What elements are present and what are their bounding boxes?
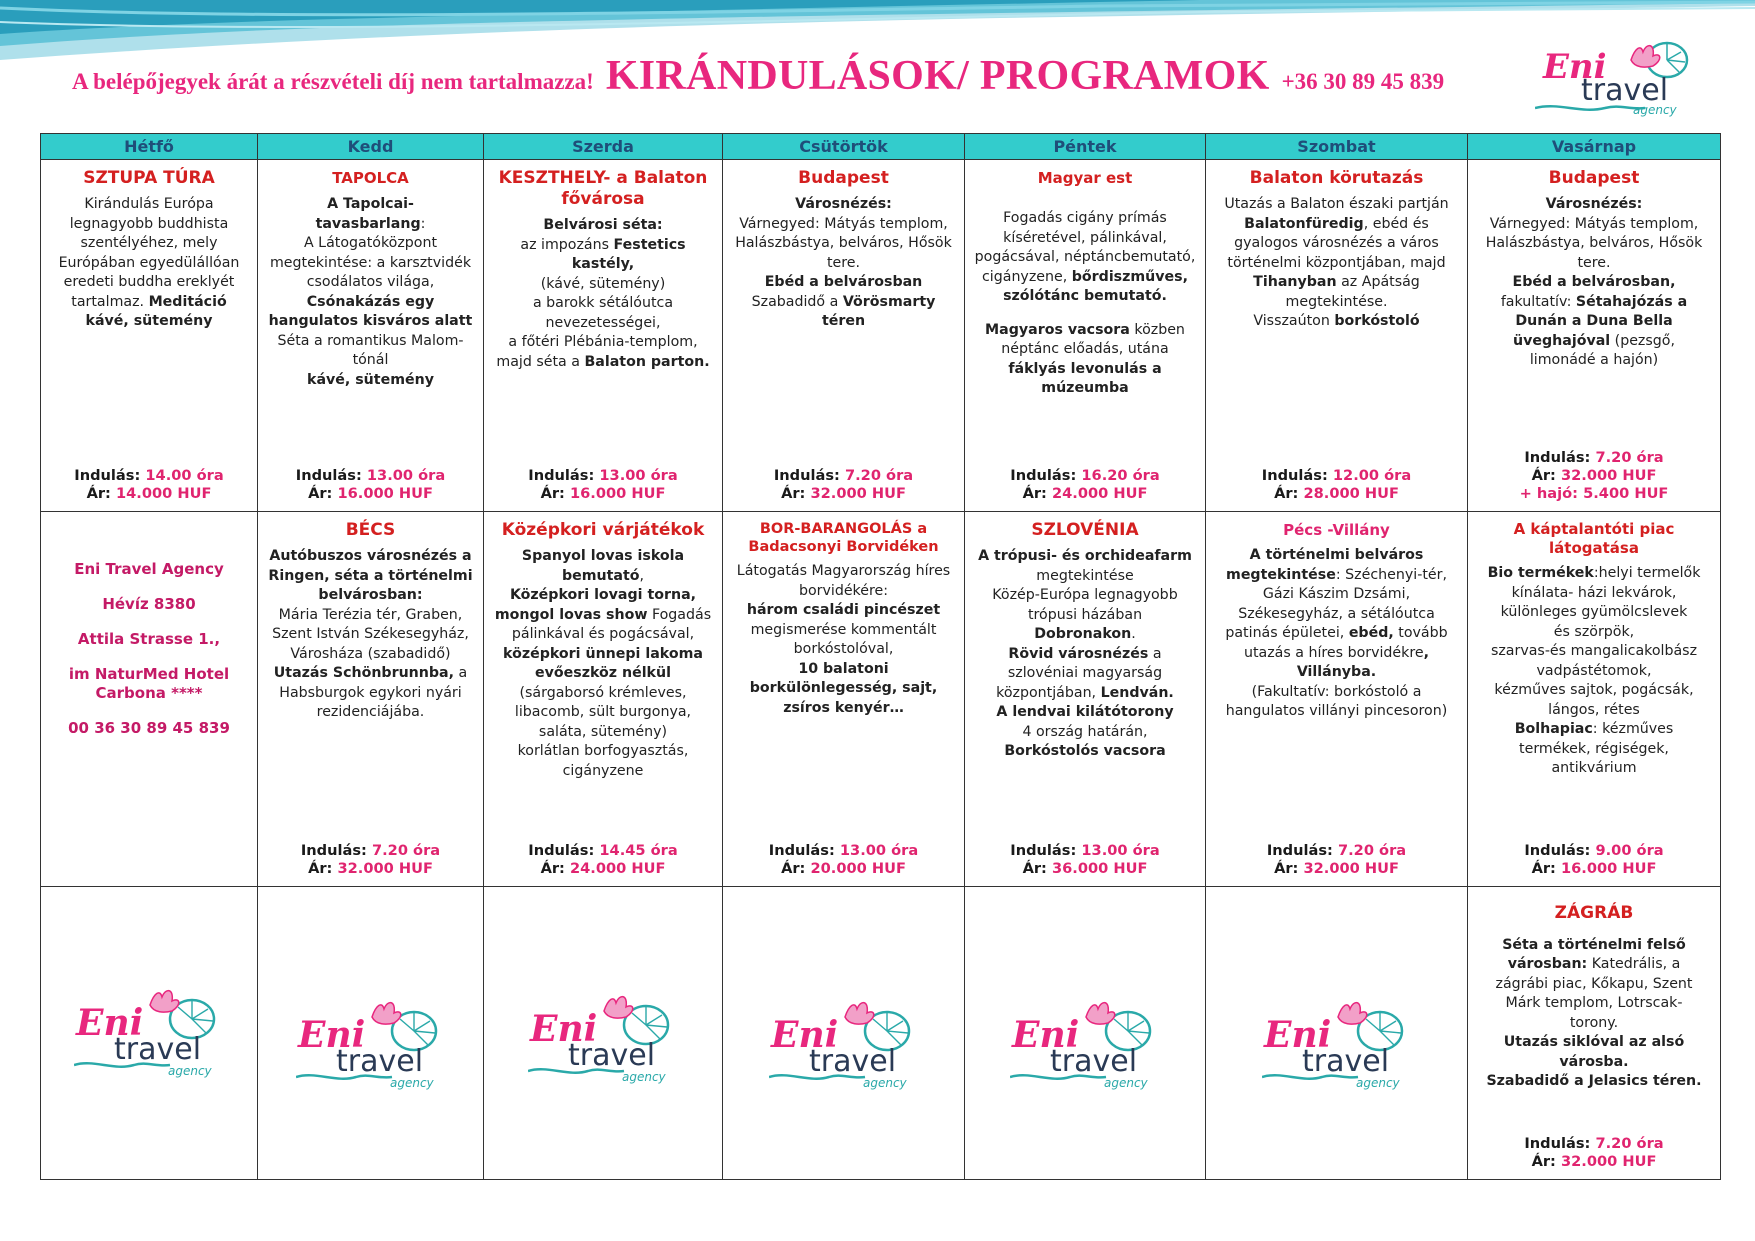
svg-text:travel: travel [1581,73,1669,108]
program-title: TAPOLCA [332,169,409,187]
header-phone: +36 30 89 45 839 [1281,69,1445,94]
logo-cell-tuesday [258,886,484,1179]
program-cell-sunday-2: A káptalantóti piac látogatása Bio termékek:helyi termelők kínálata- házi lekvárok, különleges gyümölcslevek és szörpök, szarvas-és mangalicakolbász vadpástétomok, kézműves sajtok, pogácsák, lángos, rétes Bolhapiac: kézműves termékek, régiségek, antikvárium Indulás: 9.00 óra Ár: 16.000 HUF [1468,512,1721,886]
logo-cell-friday [965,886,1206,1179]
departure-info: Indulás: 7.20 óra Ár: 32.000 HUF [300,841,441,877]
program-cell-friday-2: SZLOVÉNIA A trópusi- és orchideafarm megtekintése Közép-Európa legnagyobb trópusi házában Dobronakon. Rövid városnézés a szlovéniai magyarság központjában, Lendván. A lendvai kilátótorony 4 ország határán, Borkóstolós vacsora Indulás: 13.00 óra Ár: 36.000 HUF [965,512,1206,886]
departure-info: Indulás: 7.20 óra Ár: 32.000 HUF [773,467,914,503]
departure-info: Indulás: 7.20 óra Ár: 32.000 HUF [1266,841,1407,877]
program-title: Pécs -Villány [1283,521,1390,540]
program-cell-saturday-2: Pécs -Villány A történelmi belváros megtekintése: Széchenyi-tér, Gázi Kászim Dzsámi, Székesegyház, a sétálóutca patinás épületei, ebéd, tovább utazás a híres borvidékre, Villányba. (Fakultatív: borkóstoló a hangulatos villányi pincesoron) Indulás: 7.20 óra Ár: 32.000 HUF [1206,512,1468,886]
day-header-row [41,134,1721,160]
eni-travel-logo-icon [296,997,446,1093]
eni-travel-logo-icon [74,985,224,1081]
program-title: SZTUPA TÚRA [83,168,215,188]
departure-info: Indulás: 13.00 óra Ár: 36.000 HUF [1010,841,1160,877]
program-cell-thursday-1: Budapest Városnézés: Várnegyed: Mátyás templom, Halászbástya, belváros, Hősök tere. Ebéd a belvárosban Szabadidő a Vörösmarty téren Indulás: 7.20 óra Ár: 32.000 HUF [723,160,965,512]
program-cell-saturday-1: Balaton körutazás Utazás a Balaton északi partján Balatonfüredig, ebéd és gyalogos városnézés a város történelmi központjában, majd Tihanyban az Apátság megtekintése. Visszaúton borkóstoló Indulás: 12.00 óra Ár: 28.000 HUF [1206,160,1468,512]
program-cell-tuesday-2: BÉCS Autóbuszos városnézés a Ringen, séta a történelmi belvárosban: Mária Terézia tér, Graben, Szent István Székesegyház, Városháza (szabadidő) Utazás Schönbrunnba, a Habsburgok egykori nyári rezidenciájába. Indulás: 7.20 óra Ár: 32.000 HUF [258,512,484,886]
svg-text:Eni: Eni [1543,47,1607,87]
day-header-tuesday: Kedd [258,134,484,160]
program-title: BOR-BARANGOLÁS a Badacsonyi Borvidéken [748,521,939,556]
departure-info: Indulás: 7.20 óra Ár: 32.000 HUF + hajó: 5.400 HUF [1519,449,1669,503]
program-cell-sunday-3: ZÁGRÁB Séta a történelmi felső városban: Katedrális, a zágrábi piac, Kőkapu, Szent Márk templom, Lotrscak- torony. Utazás siklóval az alsó városba. Szabadidő a Jelasics téren. Indulás: 7.20 óra Ár: 32.000 HUF [1468,886,1721,1179]
departure-info: Indulás: 16.20 óra Ár: 24.000 HUF [1010,467,1160,503]
logo-cell-monday [41,886,258,1179]
program-cell-wednesday-2: Középkori várjátékok Spanyol lovas iskola bemutató, Középkori lovagi torna, mongol lovas show Fogadás pálinkával és pogácsával, középkori ünnepi lakoma evőeszköz nélkül (sárgaborsó krémleves, libacomb, sült burgonya, saláta, sütemény) korlátlan borfogyasztás, cigányzene Indulás: 14.45 óra Ár: 24.000 HUF [484,512,723,886]
logo-cell-saturday [1206,886,1468,1179]
day-header-monday: Hétfő [41,134,258,160]
program-title: Balaton körutazás [1249,168,1424,188]
program-title: Középkori várjátékok [501,520,705,541]
header-notice: A belépőjegyek árát a részvételi díj nem tartalmazza! [72,69,594,94]
day-header-thursday: Csütörtök [723,134,965,160]
logo-cell-thursday [723,886,965,1179]
day-header-saturday: Szombat [1206,134,1468,160]
page-title: KIRÁNDULÁSOK/ PROGRAMOK [605,53,1270,99]
departure-info: Indulás: 9.00 óra Ár: 16.000 HUF [1524,841,1664,877]
departure-info: Indulás: 12.00 óra Ár: 28.000 HUF [1261,467,1412,503]
eni-travel-logo-icon [769,997,919,1093]
program-cell-wednesday-1: KESZTHELY- a Balaton fővárosa Belvárosi séta: az impozáns Festetics kastély, (kávé, sütemény) a barokk sétálóutca nevezetességei, a főtéri Plébánia-templom, majd séta a Balaton parton. Indulás: 13.00 óra Ár: 16.000 HUF [484,160,723,512]
program-cell-thursday-2: BOR-BARANGOLÁS a Badacsonyi Borvidéken Látogatás Magyarország híres borvidékére: három családi pincészet megismerése kommentált borkóstolóval, 10 balatoni borkülönlegesség, sajt, zsíros kenyér… Indulás: 13.00 óra Ár: 20.000 HUF [723,512,965,886]
company-hotel: im NaturMed Hotel Carbona **** [68,665,230,703]
departure-info: Indulás: 14.45 óra Ár: 24.000 HUF [528,841,678,877]
contact-cell [41,512,258,886]
program-schedule-table [40,133,1721,1180]
departure-info: Indulás: 7.20 óra Ár: 32.000 HUF [1524,1135,1664,1170]
program-cell-monday-1: SZTUPA TÚRA Kirándulás Európa legnagyobb buddhista szentélyéhez, mely Európában egyedülállóan eredeti buddha ereklyét tartalmaz. Meditáció kávé, sütemény Indulás: 14.00 óra Ár: 14.000 HUF [41,160,258,512]
company-name: Eni Travel Agency [74,560,224,579]
departure-info: Indulás: 13.00 óra Ár: 16.000 HUF [528,467,678,503]
table-row [41,886,1721,1179]
company-city: Hévíz 8380 [102,595,196,614]
header-line [72,52,1532,102]
eni-travel-logo-icon [1010,997,1160,1093]
program-cell-friday-1: Magyar est Fogadás cigány prímás kíséretével, pálinkával, pogácsával, néptáncbemutató, cigányzene, bőrdiszműves, szólótánc bemutató. Magyaros vacsora közben néptánc előadás, utána fáklyás levonulás a múzeumba Indulás: 16.20 óra Ár: 24.000 HUF [965,160,1206,512]
company-street: Attila Strasse 1., [77,630,221,649]
program-title: Magyar est [1037,169,1133,187]
svg-text:agency: agency [1633,103,1677,117]
program-title: SZLOVÉNIA [1031,520,1139,541]
program-title: A káptalantóti piac látogatása [1513,520,1675,558]
departure-info: Indulás: 14.00 óra Ár: 14.000 HUF [74,467,224,503]
day-header-friday: Péntek [965,134,1206,160]
program-cell-tuesday-1: TAPOLCA A Tapolcai- tavasbarlang: A Látogatóközpont megtekintése: a karsztvidék csodálatos világa, Csónakázás egy hangulatos kisváros alatt Séta a romantikus Malom- tónál kávé, sütemény Indulás: 13.00 óra Ár: 16.000 HUF [258,160,484,512]
eni-travel-logo-icon [1262,997,1412,1093]
program-title: ZÁGRÁB [1554,902,1634,923]
logo-cell-wednesday [484,886,723,1179]
program-title: Budapest [798,168,889,188]
departure-info: Indulás: 13.00 óra Ár: 20.000 HUF [768,841,919,877]
day-header-wednesday: Szerda [484,134,723,160]
program-cell-sunday-1: Budapest Városnézés: Várnegyed: Mátyás templom, Halászbástya, belváros, Hősök tere. Ebéd a belvárosban, fakultatív: Sétahajózás a Dunán a Duna Bella üveghajóval (pezsgő, limonádé a hajón) Indulás: 7.20 óra Ár: 32.000 HUF + hajó: 5.400 HUF [1468,160,1721,512]
company-phone: 00 36 30 89 45 839 [68,719,230,738]
departure-info: Indulás: 13.00 óra Ár: 16.000 HUF [295,467,446,503]
table-row [41,160,1721,512]
eni-travel-logo-icon [528,991,678,1087]
table-row [41,512,1721,886]
program-title: KESZTHELY- a Balaton fővárosa [498,168,708,209]
program-title: Budapest [1548,168,1640,188]
day-header-sunday: Vasárnap [1468,134,1721,160]
program-title: BÉCS [345,520,396,541]
eni-travel-logo-icon [1535,38,1695,118]
